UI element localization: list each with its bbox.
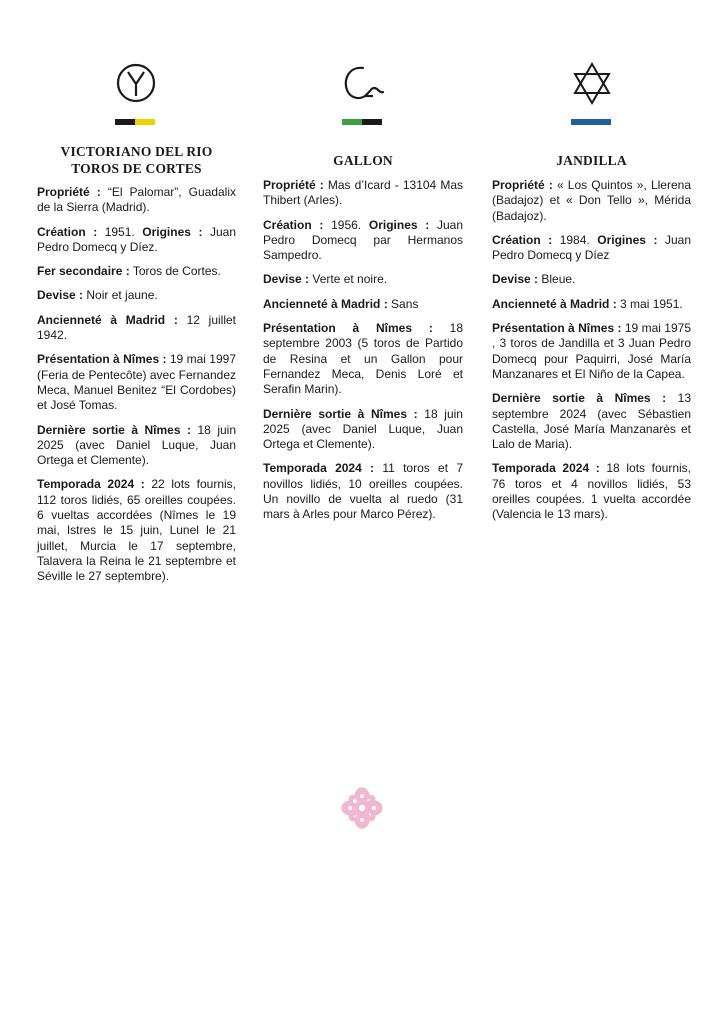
devise-ribbon bbox=[342, 119, 382, 125]
entry-paragraph bbox=[37, 225, 236, 256]
entries-list bbox=[263, 178, 463, 523]
entry-label: Devise : bbox=[263, 272, 310, 287]
entry-paragraph bbox=[263, 297, 463, 312]
entry-paragraph bbox=[263, 407, 463, 453]
entry-text: Mas d’Icard - 13104 Mas Thibert (Arles). bbox=[263, 178, 463, 208]
iron-block bbox=[263, 60, 463, 126]
ganaderia-column-jandilla bbox=[492, 60, 691, 532]
entry-paragraph bbox=[492, 461, 691, 522]
entry-label: Ancienneté à Madrid : bbox=[263, 296, 388, 311]
entry-text: 18 septembre 2003 (5 toros de Partido de Resina et un Gallon pour Fernandez Meca, Denis Loré et Serafin Marin). bbox=[263, 321, 463, 397]
entry-text: 18 juin 2025 (avec Daniel Luque, Juan Ortega et Clemente). bbox=[263, 406, 463, 452]
entry-label: Origines : bbox=[368, 217, 430, 232]
entry-label: Présentation à Nîmes : bbox=[492, 321, 622, 336]
entry-text: 1984. bbox=[552, 232, 598, 247]
pink-flower-ornament-icon bbox=[332, 778, 392, 838]
entry-label: Temporada 2024 : bbox=[263, 461, 375, 476]
flower-petal-dot bbox=[360, 794, 364, 798]
entry-paragraph bbox=[492, 321, 691, 382]
entry-text: Noir et jaune. bbox=[83, 288, 158, 303]
entry-text: Sans bbox=[387, 296, 419, 311]
title-line-1: GALLON bbox=[333, 153, 393, 168]
entry-text: 18 lots fournis, 76 toros et 4 novillos lidiés, 53 oreilles coupées. 1 vuelta accordée (Valencia le 13 mars). bbox=[492, 461, 692, 522]
entry-label: Propriété : bbox=[37, 185, 101, 199]
entry-paragraph bbox=[263, 461, 463, 522]
circle-y-brand-icon bbox=[114, 60, 158, 106]
entry-label: Création : bbox=[263, 217, 324, 232]
flower-petal-dot bbox=[348, 806, 352, 810]
devise-color-1 bbox=[115, 119, 135, 125]
entry-label: Présentation à Nîmes : bbox=[263, 321, 433, 336]
entry-text: 12 juillet 1942. bbox=[37, 312, 236, 343]
flower-petal-dot bbox=[360, 818, 364, 822]
entry-paragraph bbox=[37, 264, 236, 279]
title-line-1: VICTORIANO DEL RIO bbox=[60, 144, 213, 159]
entry-label: Temporada 2024 : bbox=[492, 461, 600, 476]
ganaderia-column-victoriano bbox=[37, 60, 236, 594]
devise-ribbon bbox=[115, 119, 155, 125]
entry-text: Toros de Cortes. bbox=[129, 264, 221, 279]
ganaderia-title bbox=[37, 143, 236, 177]
entry-paragraph bbox=[492, 272, 691, 287]
iron-block bbox=[37, 60, 236, 126]
ganaderia-title bbox=[492, 152, 691, 169]
ganaderia-title bbox=[263, 152, 463, 169]
entry-label: Fer secondaire : bbox=[37, 264, 130, 279]
entry-label: Origines : bbox=[597, 232, 658, 247]
entry-paragraph bbox=[37, 352, 236, 413]
entry-paragraph bbox=[263, 178, 463, 209]
devise-color-1 bbox=[571, 119, 611, 125]
entry-text: 1951. bbox=[97, 224, 143, 239]
entry-label: Ancienneté à Madrid : bbox=[37, 312, 178, 327]
entry-text: Verte et noire. bbox=[309, 272, 388, 287]
entry-text: Juan Pedro Domecq par Hermanos Sampedro. bbox=[263, 217, 464, 263]
devise-ribbon bbox=[571, 119, 611, 125]
entry-paragraph bbox=[37, 477, 236, 584]
entry-label: Dernière sortie à Nîmes : bbox=[492, 391, 667, 406]
entries-list bbox=[37, 185, 236, 585]
entry-text: 18 juin 2025 (avec Daniel Luque, Juan Ortega et Clemente). bbox=[37, 422, 236, 468]
iron-block bbox=[492, 60, 691, 126]
entry-paragraph bbox=[492, 233, 691, 264]
entry-text: 3 mai 1951. bbox=[616, 296, 683, 311]
entry-paragraph bbox=[37, 288, 236, 303]
devise-color-1 bbox=[342, 119, 362, 125]
flower-petal-dot bbox=[372, 806, 376, 810]
title-line-1: JANDILLA bbox=[556, 153, 627, 168]
entry-text: 11 toros et 7 novillos lidiés, 10 oreilles coupées. Un novillo de vuelta al ruedo (31 mars à Arles pour Marco Pérez). bbox=[263, 461, 463, 522]
entry-paragraph bbox=[492, 391, 691, 452]
entry-label: Création : bbox=[492, 232, 553, 247]
entry-label: Dernière sortie à Nîmes : bbox=[37, 422, 191, 437]
entry-label: Origines : bbox=[142, 224, 203, 239]
g-swirl-brand-icon bbox=[337, 60, 387, 108]
entry-text: 1956. bbox=[323, 217, 369, 232]
entry-label: Propriété : bbox=[263, 178, 324, 192]
devise-color-2 bbox=[362, 119, 382, 125]
entries-list bbox=[492, 178, 691, 523]
entry-text: Juan Pedro Domecq y Díez. bbox=[37, 224, 236, 254]
entry-text: 13 septembre 2024 (avec Sébastien Castella, José María Manzanarès et Lalo de Maria). bbox=[492, 391, 691, 452]
entry-label: Devise : bbox=[37, 288, 84, 303]
entry-text: 19 mai 1975 , 3 toros de Jandilla et 3 Juan Pedro Domecq pour Paquirri, José María Manzanares et El Niño de la Capea. bbox=[492, 321, 691, 381]
devise-color-2 bbox=[135, 119, 155, 125]
entry-paragraph bbox=[37, 423, 236, 469]
entry-text: “El Palomar”, Guadalix de la Sierra (Madrid). bbox=[37, 185, 236, 215]
entry-label: Présentation à Nîmes : bbox=[37, 352, 167, 367]
entry-label: Dernière sortie à Nîmes : bbox=[263, 406, 418, 421]
entry-text: Bleue. bbox=[538, 272, 576, 287]
ganaderia-column-gallon bbox=[263, 60, 463, 532]
entry-label: Propriété : bbox=[492, 178, 553, 192]
entry-label: Ancienneté à Madrid : bbox=[492, 296, 617, 311]
entry-text: Juan Pedro Domecq y Díez bbox=[492, 232, 691, 263]
entry-text: 22 lots fournis, 112 toros lidiés, 65 oreilles coupées. 6 vueltas accordées (Nîmes le 19 mai, Istres le 15 juin, Lunel le 21 juillet, Murcia le 17 septembre, Talavera la Reina le 21 septembre et Séville le 27 septembre). bbox=[37, 477, 237, 584]
title-line-2: TOROS DE CORTES bbox=[71, 161, 202, 176]
entry-paragraph bbox=[263, 218, 463, 264]
entry-text: « Los Quintos », Llerena (Badajoz) et « Don Tello », Mérida (Badajoz). bbox=[492, 178, 691, 223]
entry-paragraph bbox=[263, 272, 463, 287]
entry-paragraph bbox=[492, 297, 691, 312]
entry-paragraph bbox=[37, 313, 236, 344]
entry-text: 19 mai 1997 (Feria de Pentecôte) avec Fernandez Meca, Manuel Benitez “El Cordobes) et José Tomas. bbox=[37, 352, 236, 413]
entry-label: Devise : bbox=[492, 272, 539, 287]
entry-label: Temporada 2024 : bbox=[37, 477, 145, 492]
entry-paragraph bbox=[37, 185, 236, 216]
entry-label: Création : bbox=[37, 224, 98, 239]
entry-paragraph bbox=[492, 178, 691, 224]
entry-paragraph bbox=[263, 321, 463, 397]
six-point-star-brand-icon bbox=[570, 60, 614, 106]
